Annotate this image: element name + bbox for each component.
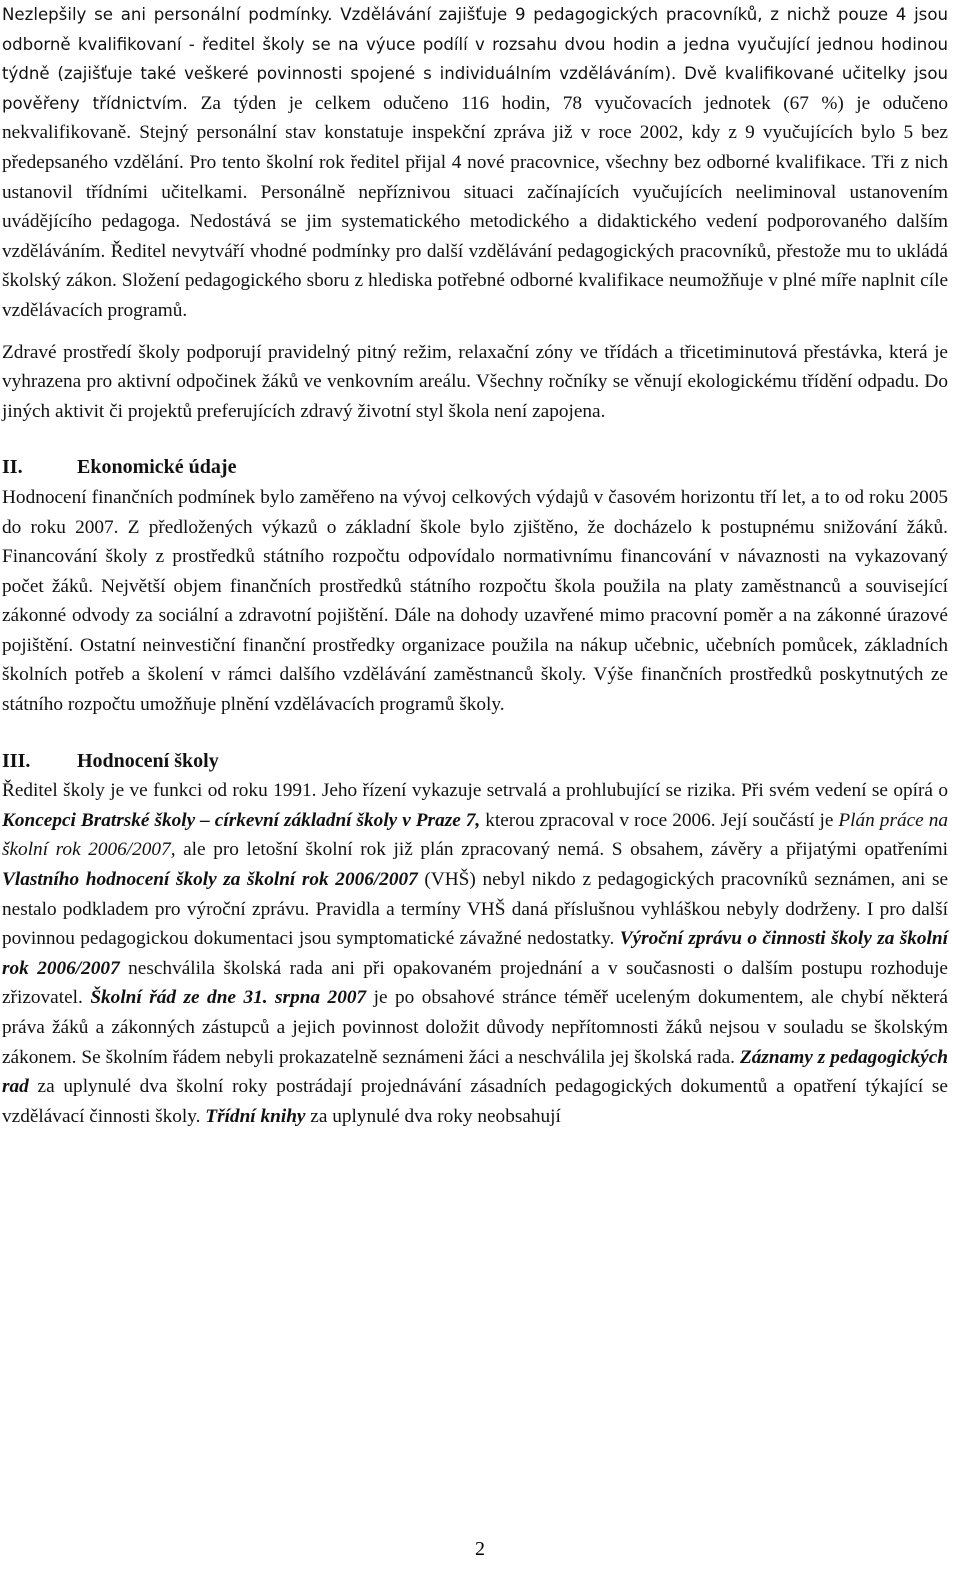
section-number: III. — [2, 749, 31, 772]
spacer — [2, 720, 948, 747]
paragraph-economic: Hodnocení finančních podmínek bylo zaměřeno na vývoj celkových výdajů v časovém horizontu tří let, a to od roku 2005 do roku 2007. Z předložených výkazů o základní škole bylo zjištěno, že docházelo k postupnému snižování žáků. Financování školy z prostředků státního rozpočtu odpovídalo normativnímu financování v návaznosti na vykazovaný počet žáků. Největší objem finančních prostředků státního rozpočtu škola použila na platy zaměstnanců a související zákonné odvody za sociální a zdravotní pojištění. Dále na dohody uzavřené mimo pracovní poměr a na zákonné úrazové pojištění. Ostatní neinvestiční finanční prostředky organizace použila na nákup učebnic, učebních pomůcek, základních školních potřeb a školení v rámci dalšího vzdělávání zaměstnanců školy. Výše finančních prostředků poskytnutých ze státního rozpočtu umožňuje plnění vzdělávacích programů školy. — [2, 486, 948, 716]
emphasis-annual-report: Výroční zprávu o činnosti školy za školní rok 2006/2007 — [2, 928, 948, 979]
emphasis-concept: Koncepci Bratrské školy – církevní základní školy v Praze 7, — [2, 809, 481, 831]
text-run: za uplynulé dva školní roky postrádají projednávání zásadních pedagogických dokumentů a opatření týkající se vzdělávací činnosti školy. — [2, 1076, 948, 1127]
section-heading-evaluation — [2, 747, 948, 777]
text-run: je po obsahové stránce téměř uceleným dokumentem, ale chybí některá práva žáků a zákonných zástupců a jejich povinnost doložit důvody nepřítomnosti žáků nejsou v souladu se školským zákonem. Se školním řádem nebyli prokazatelně seznámeni žáci a neschválila jej školská rada. — [2, 987, 948, 1068]
section-title: Hodnocení školy — [77, 749, 219, 772]
text-run: kterou zpracoval v roce 2006. Její součástí je — [480, 809, 839, 831]
text-run: Personálně nepříznivou situaci začínajících vyučujících neeliminoval ustanovením uvádějícího pedagoga. — [2, 181, 948, 233]
text-run: neschválila školská rada ani při opakovaném projednání a v současnosti o dalším postupu rozhoduje zřizovatel. — [2, 957, 948, 1009]
emphasis-class-books: Třídní knihy — [205, 1105, 306, 1127]
text-run: Za týden je celkem odučeno 116 hodin, 78 vyučovacích jednotek (67 %) je odučeno nekvalifikovaně. — [2, 92, 948, 144]
section-heading-economic — [2, 453, 948, 483]
text-run: Ředitel školy je ve funkci od roku 1991. Jeho řízení vykazuje setrvalá a prohlubující se rizika. Při svém vedení se opírá o — [2, 780, 948, 802]
text-run: Složení pedagogického sboru z hlediska potřebné odborné kvalifikace neumožňuje v plné míře naplnit cíle vzdělávacích programů. — [2, 270, 949, 321]
text-run: ale pro letošní školní rok již plán zpracovaný nemá. S obsahem, závěry a přijatými opatřeními — [175, 839, 948, 861]
section-title: Ekonomické údaje — [77, 456, 237, 479]
emphasis-council-records: Záznamy z pedagogických rad — [2, 1046, 948, 1098]
section-number: II. — [2, 456, 23, 479]
paragraph-healthy-environment: Zdravé prostředí školy podporují pravidelný pitný režim, relaxační zóny ve třídách a třicetiminutová přestávka, která je vyhrazena pro aktivní odpočinek žáků ve venkovním areálu. Všechny ročníky se věnují ekologickému třídění odpadu. Do jiných aktivit či projektů preferujících zdravý životní styl škola není zapojena. — [2, 341, 948, 422]
text-run: Ředitel nevytváří vhodné podmínky pro další vzdělávání pedagogických pracovníků, přestože mu to ukládá školský zákon. — [2, 240, 948, 292]
spacer — [2, 426, 948, 453]
text-run: Nedostává se jim systematického metodického a didaktického vedení podporovaného dalším vzděláváním. — [2, 211, 948, 262]
spacer — [2, 326, 948, 338]
paragraph-evaluation — [2, 776, 948, 1131]
text-run: Vzdělávání zajišťuje 9 pedagogických pracovníků, z nichž pouze 4 jsou odborně kvalifikovaní - ředitel školy se na výuce podílí v rozsahu dvou hodin a jedna vyučující jednou hodinou týdně (zajišťuje také veškeré povinnosti spojené s individuálním vzděláváním). Dvě kvalifikované učitelky jsou pověřeny třídnictvím. — [2, 5, 948, 113]
paragraph-personnel — [2, 0, 948, 326]
emphasis-work-plan: Plán práce na školní rok 2006/2007, — [2, 809, 948, 861]
page-number: 2 — [475, 1538, 485, 1560]
text-run: (VHŠ) nebyl nikdo z pedagogických pracovníků seznámen, ani se nestalo podkladem pro výroční zprávu. — [2, 869, 949, 920]
emphasis-self-evaluation: Vlastního hodnocení školy za školní rok 2006/2007 — [2, 869, 418, 891]
text-run: za uplynulé dva roky neobsahují — [305, 1105, 561, 1127]
text-run: Tři z nich ustanovil třídními učitelkami. — [2, 151, 948, 203]
text-run: Pro tento školní rok ředitel přijal 4 nové pracovnice, všechny bez odborné kvalifikace. — [189, 151, 872, 173]
text-run: Stejný personální stav konstatuje inspekční zpráva již v roce 2002, kdy z 9 vyučujících bylo 5 bez předepsaného vzdělání. — [2, 122, 948, 173]
emphasis-school-rules: Školní řád ze dne 31. srpna 2007 — [90, 987, 367, 1009]
text-run: Pravidla a termíny VHŠ daná příslušnou vyhláškou nebyly dodrženy. I pro další povinnou pedagogickou dokumentaci jsou symptomatické závažné nedostatky. — [2, 898, 948, 950]
text-run: Nezlepšily se ani personální podmínky. — [2, 5, 341, 24]
